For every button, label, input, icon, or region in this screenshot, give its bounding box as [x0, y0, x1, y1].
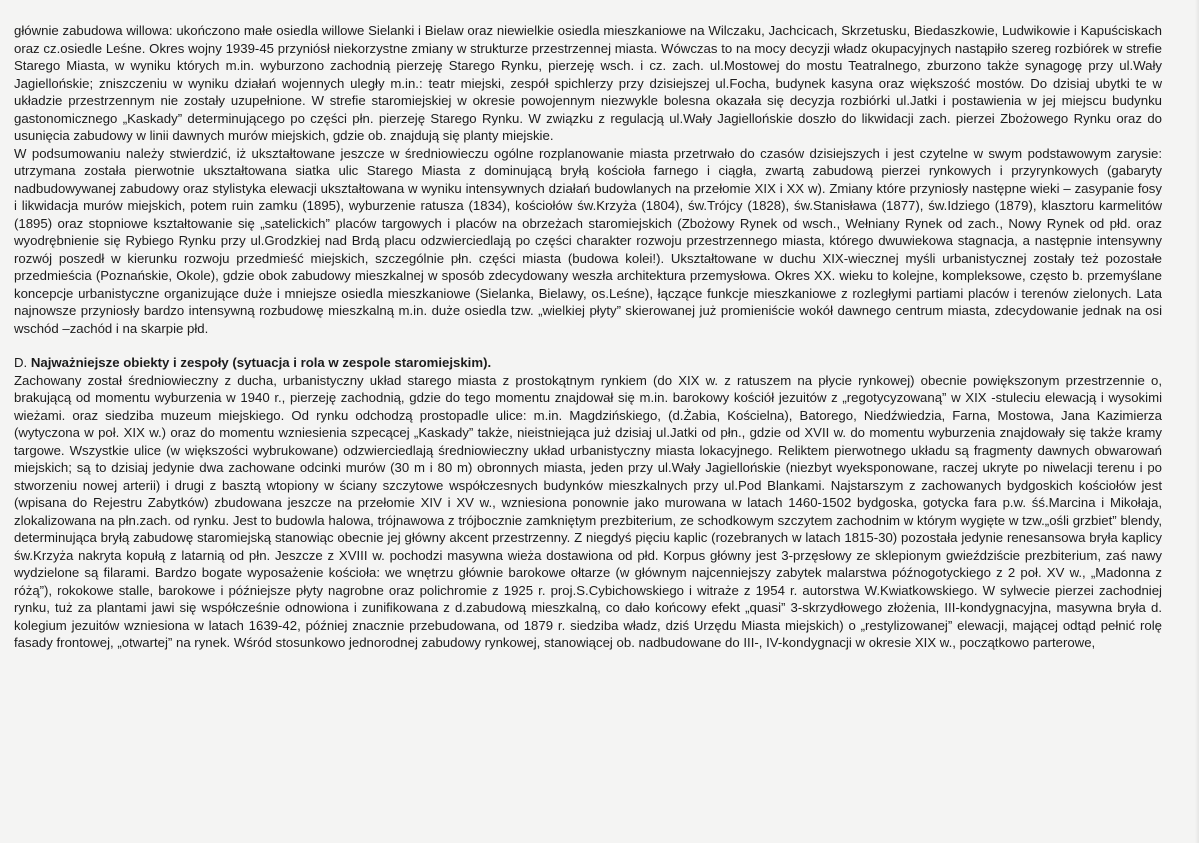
paragraph-gap — [14, 337, 1162, 354]
section-letter: D. — [14, 355, 31, 370]
section-title: Najważniejsze obiekty i zespoły (sytuacja i rola w zespole staromiejskim). — [30, 355, 492, 370]
paragraph-summary: W podsumowaniu należy stwierdzić, iż ukształtowane jeszcze w średniowieczu ogólne rozplanowanie miasta przetrwało do czasów dzisiejszych i jest czytelne w swym podstawowym zarysie: utrzymana została pierwotnie ukształtowana siatka ulic Starego Miasta z dominującą bryłą kościoła farnego i ciągła, zwartą zabudową pierzei rynkowych i przyrynkowych (gabaryty nadbudowywanej zabudowy oraz stylistyka elewacji ukształtowana w wyniku intensywnych działań budowlanych na przełomie XIX i XX w). Zmiany które przyniosły następne wieki – zasypanie fosy i likwidacja murów miejskich, potem ruin zamku (1895), wyburzenie ratusza (1834), kościołów św.Krzyża (1804), św.Trójcy (1828), św.Stanisława (1877), św.Idziego (1879), klasztoru karmelitów (1895) oraz stopniowe kształtowanie się „satelickich” placów targowych i placów na obrzeżach staromiejskich (Zbożowy Rynek od wsch., Wełniany Rynek od zach., Nowy Rynek od płd. oraz wyodrębnienie się Rybiego Rynku przy ul.Grodzkiej nad Brdą placu odzwierciedlają po części charakter rozwoju przestrzennego miasta, którego dwuwiekowa stagnacja, a następnie intensywny rozwój poszedł w kierunku rozwoju przedmieść miejskich, szczególnie płn. części miasta (budowa kolei!). Ukształtowane w duchu XIX-wiecznej myśli urbanistycznej zostały też pozostałe przedmieścia (Poznańskie, Okole), gdzie obok zabudowy mieszkalnej w sposób zdecydowany weszła architektura przemysłowa. Okres XX. wieku to kolejne, kompleksowe, często b. przemyślane koncepcje urbanistyczne organizujące duże i mniejsze osiedla mieszkaniowe (Sielanka, Bielawy, os.Leśne), łączące funkcje mieszkaniowe z rozległymi partiami placów i terenów zielonych. Lata najnowsze przyniosły bardzo intensywną rozbudowę mieszkalną m.in. duże osiedla tzw. „wielkiej płyty” skierowanej już promieniście wokół dawnego centrum miasta, zdecydowanie jednak na osi wschód –zachód i na skarpie płd. — [14, 145, 1162, 336]
paragraph-old-town-layout: Zachowany został średniowieczny z ducha, urbanistyczny układ starego miasta z prostokątnym rynkiem (do XIX w. z ratuszem na płycie rynkowej) obecnie powiększonym przestrzennie o, brakującą od momentu wyburzenia w 1940 r., pierzeję zachodnią, gdzie do tego momentu znajdował się m.in. barokowy kościół jezuitów z „regotycyzowaną” w XIX -stuleciu elewacją i wysokimi wieżami. oraz siedziba muzeum miejskiego. Od rynku odchodzą prostopadle ulice: m.in. Magdzińskiego, (d.Żabia, Kościelna), Batorego, Niedźwiedzia, Farna, Mostowa, Jana Kazimierza (wytyczona w poł. XIX w.) oraz do momentu wzniesienia szpecącej „Kaskady” także, nieistniejąca już dzisiaj ul.Jatki od płn., gdzie od XVII w. do momentu wyburzenia znajdowały się także kramy targowe. Wszystkie ulice (w większości wybrukowane) odzwierciedlają średniowieczny układ urbanistyczny miasta lokacyjnego. Reliktem pierwotnego układu są fragmenty dawnych obwarowań miejskich; są to dzisiaj jedynie dwa zachowane odcinki murów (30 m i 80 m) obronnych miasta, jeden przy ul.Wały Jagiellońskie (niezbyt wyeksponowane, raczej ukryte po niwelacji terenu i po stworzeniu nowej arterii) i drugi z basztą wtopiony w ściany szczytowe współczesnych budynków mieszkalnych przy ul.Pod Blankami. Najstarszym z zachowanych bydgoskich kościołów jest (wpisana do Rejestru Zabytków) zbudowana jeszcze na przełomie XIV i XV w., wzniesiona ponownie jako murowana w latach 1460-1502 bydgoska, gotycka fara p.w. śś.Marcina i Mikołaja, zlokalizowana na płn.zach. od rynku. Jest to budowla halowa, trójnawowa z trójbocznie zamkniętym prezbiterium, ze schodkowym szczytem zachodnim w którym wygięte w tzw.„ośli grzbiet” blendy, determinująca bryłą zabudowę staromiejską stanowiąc obecnie jej główny akcent przestrzenny. Z niegdyś pięciu kaplic (rozebranych w latach 1815-30) pozostała jedynie renesansowa bryła kaplicy św.Krzyża nakryta kopułą z latarnią od płn. Jeszcze z XVIII w. pochodzi masywna wieża dostawiona od płd. Korpus główny jest 3-przęsłowy ze sklepionym gwieździście prezbiterium, zaś nawy wydzielone są filarami. Bardzo bogate wyposażenie kościoła: we wnętrzu głównie barokowe ołtarze (w głównym najcenniejszy zabytek malarstwa późnogotyckiego z 2 poł. XV w., „Madonna z różą”), rokokowe stalle, barokowe i późniejsze płyty nagrobne oraz polichromie z 1925 r. proj.S.Cybichowskiego i witraże z 1954 r. autorstwa W.Kwiatkowskiego. W sylwecie pierzei zachodniej rynku, tuż za plantami jawi się współcześnie odnowiona i zunifikowana z d.zabudową mieszkalną, co dało końcowy efekt „quasi” 3-skrzydłowego złożenia, III-kondygnacyjna, masywna bryła d. kolegium jezuitów wzniesiona w latach 1639-42, później znacznie przebudowana, od 1879 r. siedziba władz, dziś Urzędu Miasta miejskich) o „restylizowanej” elewacji, mającej odtąd pełnić rolę fasady frontowej, „otwartej” na rynek. Wśród stosunkowo jednorodnej zabudowy rynkowej, stanowiącej ob. nadbudowane do III-, IV-kondygnacji w okresie XIX w., początkowo parterowe, — [14, 372, 1162, 650]
document-page — [14, 22, 1162, 652]
scan-edge — [1195, 0, 1199, 843]
paragraph-urban-history: głównie zabudowa willowa: ukończono małe osiedla willowe Sielanki i Bielaw oraz niewielkie osiedla mieszkaniowe na Wilczaku, Jachcicach, Skrzetusku, Biedaszkowie, Ludwikowie i Kapuściskach oraz cz.osiedle Leśne. Okres wojny 1939-45 przyniósł niekorzystne zmiany w strukturze przestrzennej miasta. Wówczas to na mocy decyzji władz okupacyjnych nastąpiło szereg rozbiórek w strefie Starego Miasta, w wyniku których m.in. wyburzono zachodnią pierzeję Starego Rynku, pierzeję wsch. i cz. zach. ul.Mostowej do mostu Teatralnego, zburzono także synagogę przy ul.Wały Jagiellońskie; zniszczeniu w wyniku działań wojennych uległy m.in.: teatr miejski, zespół spichlerzy przy dzisiejszej ul.Focha, budynek kasyna oraz większość mostów. Do dzisiaj ubytki te w układzie przestrzennym nie zostały uzupełnione. W strefie staromiejskiej w okresie powojennym niezwykle bolesna okazała się decyzja rozbiórki ul.Jatki i postawienia w jej miejscu budynku gastonomicznego „Kaskady” determinującego po części płn. pierzeję Starego Rynku. W związku z regulacją ul.Wały Jagiellońskie doszło do likwidacji zach. pierzei Zbożowego Rynku oraz do usunięcia zabudowy w linii dawnych murów miejskich, gdzie ob. znajdują się planty miejskie. — [14, 23, 1162, 143]
section-heading — [14, 354, 1162, 372]
